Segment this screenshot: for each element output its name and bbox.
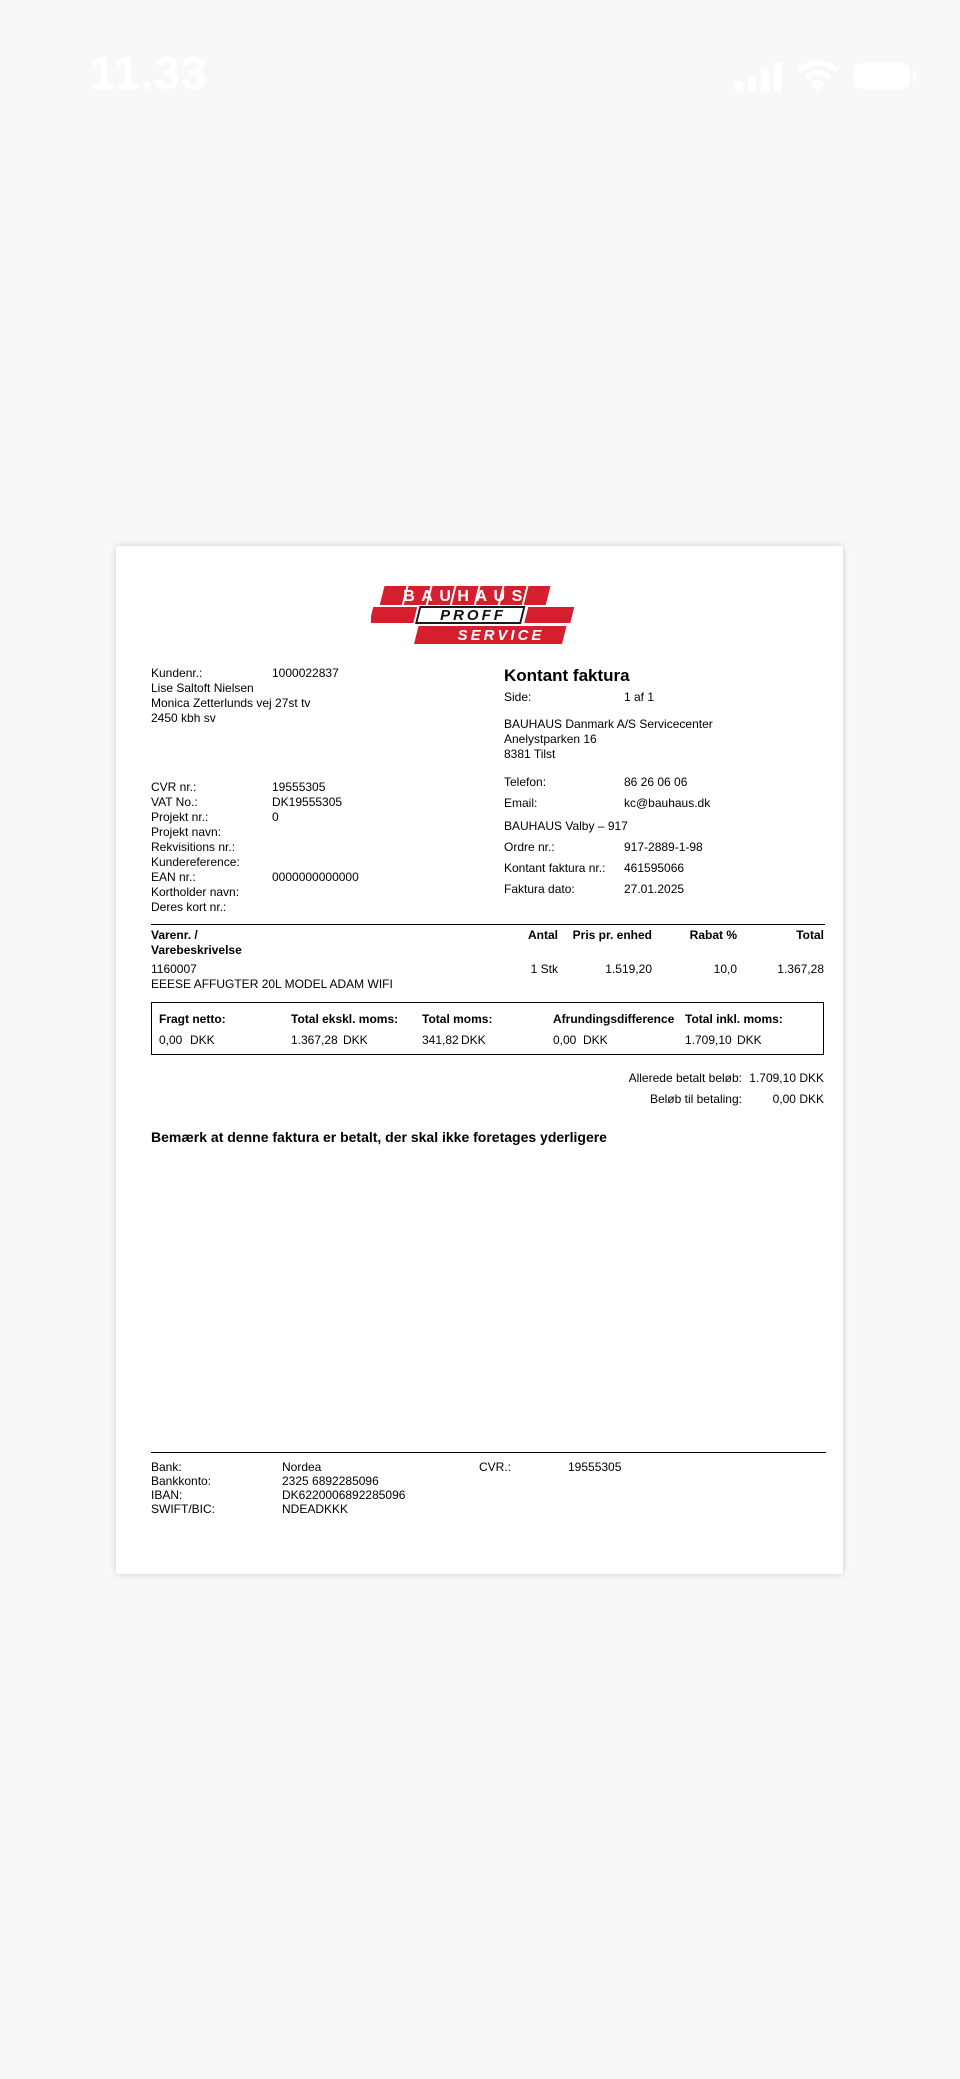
phone-value: 86 26 06 06: [624, 775, 688, 789]
vat-label: VAT No.:: [151, 795, 198, 809]
header-quantity: Antal: [528, 928, 558, 942]
project-number: 0: [272, 810, 279, 824]
invoice-title: Kontant faktura: [504, 666, 630, 685]
invoice-document: [116, 546, 843, 1574]
bank-label: Bank:: [151, 1460, 182, 1474]
email-value: kc@bauhaus.dk: [624, 796, 711, 810]
total-incl-vat-label: Total inkl. moms:: [685, 1012, 783, 1026]
vat-value: DK19555305: [272, 795, 343, 809]
status-bar: [0, 0, 960, 150]
footer-cvr-value: 19555305: [568, 1460, 622, 1474]
total-incl-vat-currency: DKK: [737, 1033, 762, 1047]
logo-text-service: SERVICE: [457, 627, 545, 644]
amount-due-value: 0,00 DKK: [772, 1092, 824, 1106]
ean-label: EAN nr.:: [151, 870, 196, 884]
line-item-unit-price: 1.519,20: [605, 962, 652, 976]
logo-text-proff: PROFF: [440, 607, 506, 624]
header-item-number: Varenr. /: [151, 928, 198, 942]
cellular-signal-icon: [735, 60, 782, 92]
page-label: Side:: [504, 690, 532, 704]
header-description: Varebeskrivelse: [151, 943, 242, 957]
already-paid-label: Allerede betalt beløb:: [628, 1071, 742, 1085]
requisition-label: Rekvisitions nr.:: [151, 840, 236, 854]
total-incl-vat-value: 1.709,10: [685, 1033, 732, 1047]
customer-name: Lise Saltoft Nielsen: [151, 681, 254, 695]
order-number-label: Ordre nr.:: [504, 840, 555, 854]
customer-reference-label: Kundereference:: [151, 855, 240, 869]
rounding-value: 0,00: [553, 1033, 577, 1047]
header-unit-price: Pris pr. enhed: [572, 928, 652, 942]
total-vat-value: 341,82: [422, 1033, 459, 1047]
freight-label: Fragt netto:: [159, 1012, 226, 1026]
cardholder-label: Kortholder navn:: [151, 885, 240, 899]
invoice-number-label: Kontant faktura nr.:: [504, 861, 606, 875]
footer-rule: [151, 1452, 826, 1453]
project-number-label: Projekt nr.:: [151, 810, 209, 824]
total-excl-vat-value: 1.367,28: [291, 1033, 338, 1047]
footer-cvr-label: CVR.:: [479, 1460, 512, 1474]
total-vat-currency: DKK: [461, 1033, 486, 1047]
line-item-total: 1.367,28: [777, 962, 824, 976]
swift-label: SWIFT/BIC:: [151, 1502, 215, 1516]
table-top-rule: [151, 924, 825, 925]
cvr-label: CVR nr.:: [151, 780, 197, 794]
page-value: 1 af 1: [624, 690, 655, 704]
company-name: BAUHAUS Danmark A/S Servicecenter: [504, 717, 713, 731]
customer-city: 2450 kbh sv: [151, 711, 216, 725]
company-city: 8381 Tilst: [504, 747, 556, 761]
invoice-number: 461595066: [624, 861, 685, 875]
customer-street: Monica Zetterlunds vej 27st tv: [151, 696, 311, 710]
freight-currency: DKK: [190, 1033, 215, 1047]
freight-value: 0,00: [159, 1033, 183, 1047]
logo-text-bauhaus: BAUHAUS: [403, 588, 529, 605]
already-paid-value: 1.709,10 DKK: [749, 1071, 824, 1085]
ean-value: 0000000000000: [272, 870, 359, 884]
total-excl-vat-currency: DKK: [343, 1033, 368, 1047]
header-total: Total: [796, 928, 824, 942]
rounding-label: Afrundingsdifference: [553, 1012, 675, 1026]
line-item-number: 1160007: [151, 962, 197, 976]
bank-value: Nordea: [282, 1460, 322, 1474]
card-number-label: Deres kort nr.:: [151, 900, 227, 914]
phone-label: Telefon:: [504, 775, 547, 789]
account-label: Bankkonto:: [151, 1474, 212, 1488]
customer-number: 1000022837: [272, 666, 339, 680]
bauhaus-proff-service-logo: [371, 584, 576, 648]
status-icons: [735, 56, 910, 96]
amount-due-label: Beløb til betaling:: [649, 1092, 742, 1106]
iban-label: IBAN:: [151, 1488, 183, 1502]
email-label: Email:: [504, 796, 538, 810]
invoice-date-label: Faktura dato:: [504, 882, 575, 896]
rounding-currency: DKK: [583, 1033, 608, 1047]
line-item-discount: 10,0: [713, 962, 737, 976]
customer-number-label: Kundenr.:: [151, 666, 203, 680]
battery-icon: [854, 63, 910, 89]
total-vat-label: Total moms:: [422, 1012, 493, 1026]
status-time: 11.33: [90, 47, 208, 99]
line-item-quantity: 1 Stk: [530, 962, 558, 976]
total-excl-vat-label: Total ekskl. moms:: [291, 1012, 399, 1026]
project-name-label: Projekt navn:: [151, 825, 222, 839]
header-discount: Rabat %: [689, 928, 737, 942]
line-item-description: EEESE AFFUGTER 20L MODEL ADAM WIFI: [151, 977, 393, 991]
account-value: 2325 6892285096: [282, 1474, 379, 1488]
store-name: BAUHAUS Valby – 917: [504, 819, 628, 833]
invoice-date: 27.01.2025: [624, 882, 685, 896]
wifi-icon: [796, 59, 840, 93]
iban-value: DK6220006892285096: [282, 1488, 406, 1502]
order-number: 917-2889-1-98: [624, 840, 703, 854]
swift-value: NDEADKKK: [282, 1502, 349, 1516]
company-street: Anelystparken 16: [504, 732, 597, 746]
cvr-value: 19555305: [272, 780, 326, 794]
paid-note: Bemærk at denne faktura er betalt, der skal ikke foretages yderligere: [151, 1129, 607, 1145]
